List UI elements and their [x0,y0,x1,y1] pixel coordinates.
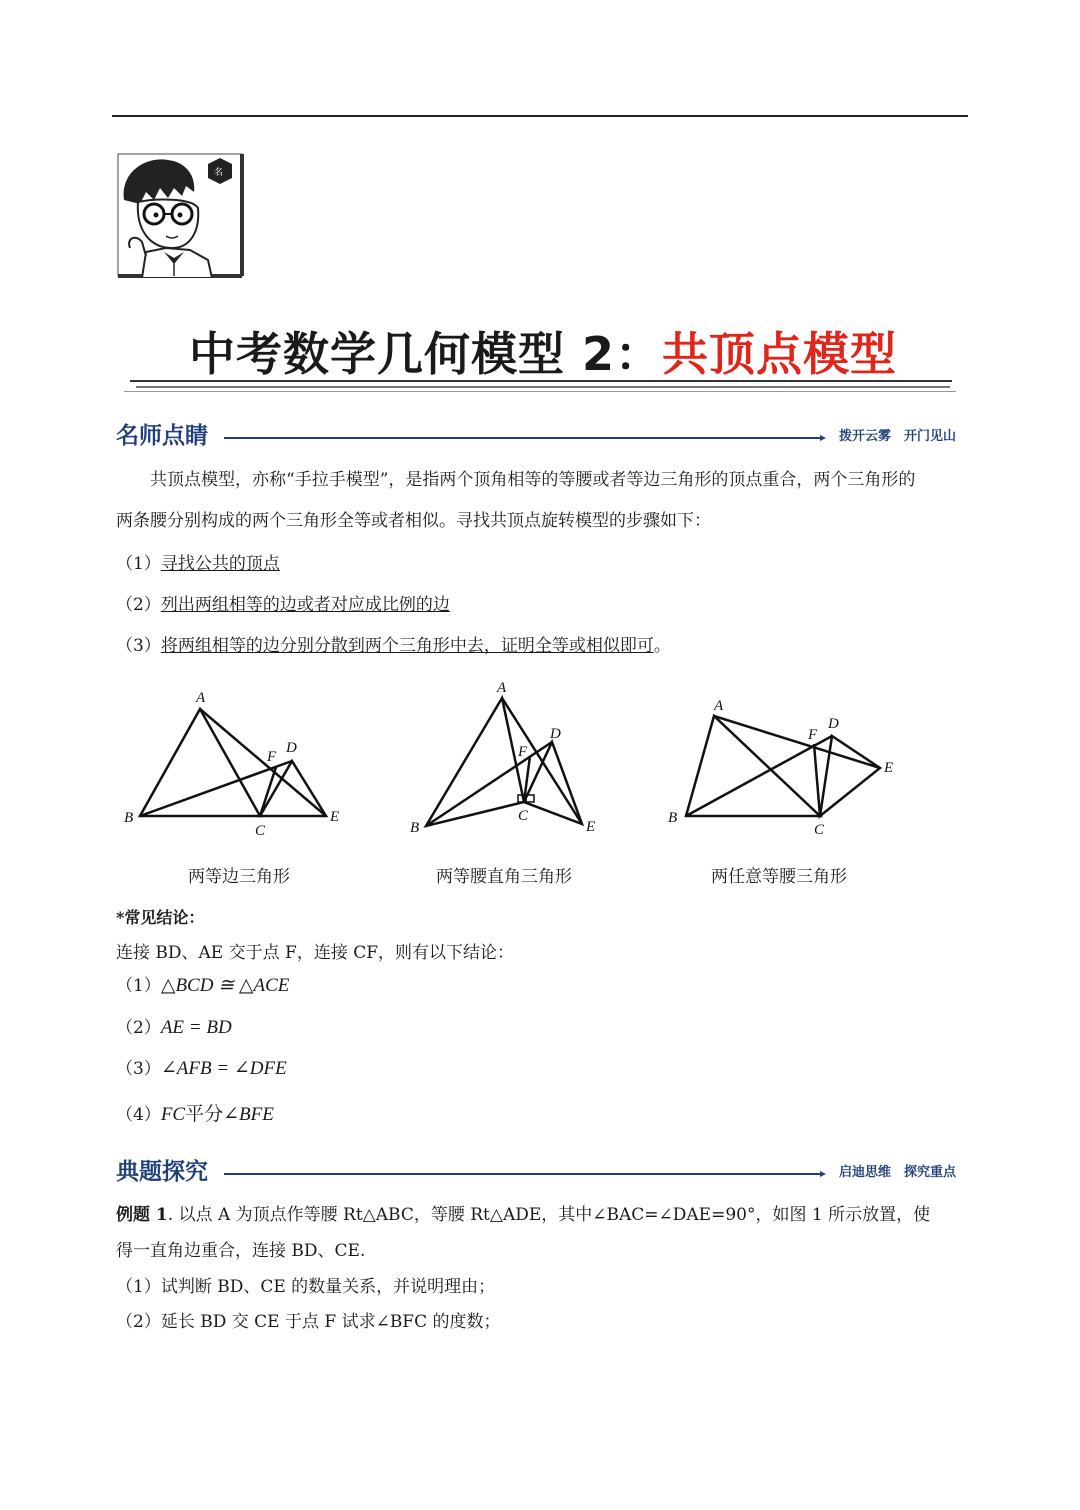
section-title: 名师点睛 [116,423,208,449]
conclusion-number: （1） [116,976,161,996]
step-item [116,549,280,574]
conclusion-item [116,971,289,997]
step-text: 列出两组相等的边或者对应成比例的边 [160,595,450,615]
triangle-abc [686,716,820,816]
intro-line-1: 共顶点模型，亦称“手拉手模型”，是指两个顶角相等的等腰或者等边三角形的顶点重合，两个三角形的 [150,470,916,490]
cartoon-avatar [116,152,246,278]
conclusion-number: （2） [116,1018,161,1038]
conclusion-formula: △BCD ≅ △ACE [160,975,290,996]
step-number: （2） [116,595,161,615]
figure-caption: 两等腰直角三角形 [436,867,572,887]
point-label-a: A [714,698,724,714]
example-question-1: （1）试判断 BD、CE 的数量关系，并说明理由； [116,1277,496,1297]
point-label-f: F [518,744,528,760]
point-label-e: E [330,809,340,825]
title-underline [136,386,950,388]
conclusions-intro: 连接 BD、AE 交于点 F，连接 CF，则有以下结论： [116,943,515,963]
header-rule [112,115,968,117]
title-main: 中考数学几何模型 2： [188,327,663,381]
svg-text:名: 名 [214,167,224,177]
conclusion-number: （3） [116,1059,161,1079]
conclusion-formula: FC [160,1104,186,1125]
point-label-f: F [808,727,818,743]
intro-line-2: 两条腰分别构成的两个三角形全等或者相似。寻找共顶点旋转模型的步骤如下： [116,511,711,531]
step-text: 将两组相等的边分别分散到两个三角形中去，证明全等或相似即可 [160,636,654,656]
point-label-d: D [550,726,561,742]
segment-cf [814,744,820,816]
point-label-e: E [586,819,596,835]
figure-isosceles [664,676,904,850]
point-label-c: C [814,822,825,838]
step-number: （1） [116,554,161,574]
point-label-d: D [286,740,297,756]
figure-equilateral [118,676,358,850]
point-label-b: B [410,820,420,836]
conclusion-formula: ∠AFB = ∠DFE [160,1058,287,1079]
section-slogan: 启迪思维 探究重点 [838,1165,956,1180]
title-highlight: 共顶点模型 [662,327,898,381]
point-label-e: E [884,760,894,776]
conclusion-item [116,1054,287,1080]
point-label-f: F [267,749,277,765]
step-item [116,590,450,615]
point-label-b: B [668,810,678,826]
title-underline [130,380,952,382]
step-number: （3） [116,636,161,656]
step-text: 寻找公共的顶点 [160,554,280,574]
section-header-tips [116,420,956,454]
section-title: 典题探究 [116,1159,208,1185]
point-label-d: D [828,716,839,732]
figure-caption: 两等边三角形 [188,867,290,887]
section-slogan: 拨开云雾 开门见山 [838,429,956,444]
step-item [116,631,671,656]
triangle-cde [820,736,880,816]
section-rule [224,437,824,439]
segment-ae [200,709,326,816]
title-underline [124,391,956,392]
example-line-1 [116,1200,930,1225]
triangle-abc [426,698,524,826]
document-title [128,322,958,396]
section-header-examples [116,1156,956,1190]
segment-bd [686,736,832,816]
point-label-b: B [124,810,134,826]
segment-ae [714,716,880,768]
point-label-a: A [196,690,206,706]
conclusion-number: （4） [116,1105,161,1125]
conclusion-item [116,1099,274,1126]
conclusion-formula: AE = BD [160,1017,232,1038]
example-line-2: 得一直角边重合，连接 BD、CE. [116,1241,366,1261]
conclusions-heading: *常见结论： [116,908,205,927]
example-label: 例题 1 [116,1205,168,1225]
example-question-2: （2）延长 BD 交 CE 于点 F 试求∠BFC 的度数； [116,1312,501,1332]
conclusion-word: 平分 [185,1103,224,1125]
point-label-c: C [518,808,529,824]
conclusion-item [116,1013,232,1039]
triangle-abc [140,709,260,816]
conclusion-formula: ∠BFE [223,1104,274,1125]
step-tail: 。 [653,636,671,656]
figure-isosceles-right [404,676,614,850]
example-text: . 以点 A 为顶点作等腰 Rt△ABC，等腰 Rt△ADE，其中∠BAC=∠DAE=90°，如图 1 所示放置，使 [167,1205,931,1225]
point-label-a: A [497,680,507,696]
figure-caption: 两任意等腰三角形 [711,867,847,887]
point-label-c: C [255,823,266,839]
section-rule [224,1173,824,1175]
